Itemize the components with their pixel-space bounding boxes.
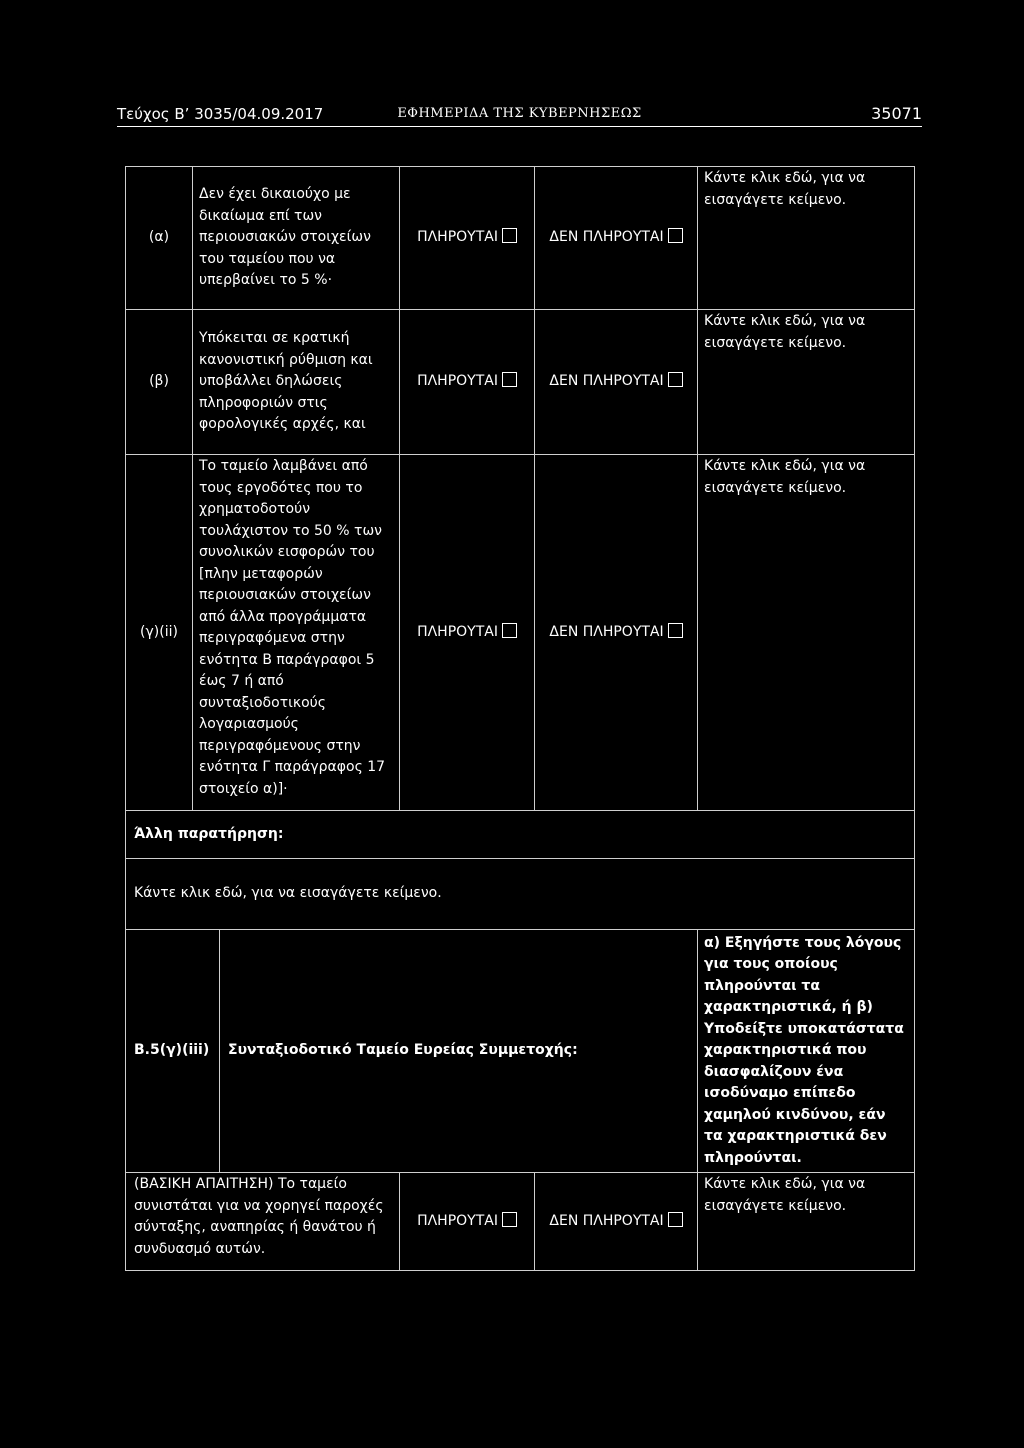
- pays-label: ΠΛΗΡΟΥΤΑΙ: [417, 373, 498, 390]
- not-pays-checkbox[interactable]: [535, 310, 698, 455]
- row-label: (α): [126, 167, 193, 310]
- pays-checkbox[interactable]: [400, 1173, 535, 1271]
- other-note-input-row: [126, 859, 915, 930]
- section-code: Β.5(γ)(iii): [126, 930, 220, 1173]
- checkbox-icon[interactable]: [668, 623, 683, 638]
- checkbox-icon[interactable]: [502, 228, 517, 243]
- pays-checkbox[interactable]: [400, 167, 535, 310]
- not-pays-label: ΔΕΝ ΠΛΗΡΟΥΤΑΙ: [549, 373, 664, 390]
- other-note-field[interactable]: Κάντε κλικ εδώ, για να εισαγάγετε κείμενο.: [126, 859, 915, 930]
- checkbox-icon[interactable]: [502, 623, 517, 638]
- note-field[interactable]: Κάντε κλικ εδώ, για να εισαγάγετε κείμενο.: [698, 1173, 915, 1271]
- page-number: 35071: [871, 104, 922, 123]
- checkbox-icon[interactable]: [668, 1212, 683, 1227]
- row-description: Υπόκειται σε κρατική κανονιστική ρύθμιση και υποβάλλει δηλώσεις πληροφοριών στις φορολογικές αρχές, και: [193, 310, 400, 455]
- row-description: Το ταμείο λαμβάνει από τους εργοδότες που το χρηματοδοτούν τουλάχιστον το 50 % των συνολικών εισφορών του [πλην μεταφορών περιουσιακών στοιχείων από άλλα προγράμματα περιγραφόμενα στην ενότητα Β παράγραφοι 5 έως 7 ή από συνταξιοδοτικούς λογαριασμούς περιγραφόμενους στην ενότητα Γ παράγραφος 17 στοιχείο α)]·: [193, 455, 400, 811]
- note-field[interactable]: Κάντε κλικ εδώ, για να εισαγάγετε κείμενο.: [698, 455, 915, 811]
- criteria-table: [125, 166, 915, 1271]
- page-header: [117, 104, 922, 127]
- row-label: (β): [126, 310, 193, 455]
- not-pays-checkbox[interactable]: [535, 455, 698, 811]
- other-note-row: [126, 811, 915, 859]
- checkbox-icon[interactable]: [502, 1212, 517, 1227]
- basic-requirement-row: [126, 1173, 915, 1271]
- not-pays-label: ΔΕΝ ΠΛΗΡΟΥΤΑΙ: [549, 1212, 664, 1229]
- not-pays-label: ΔΕΝ ΠΛΗΡΟΥΤΑΙ: [549, 623, 664, 640]
- pays-checkbox[interactable]: [400, 455, 535, 811]
- section-instruction: α) Εξηγήστε τους λόγους για τους οποίους πληρούνται τα χαρακτηριστικά, ή β) Υποδείξτε υποκατάστατα χαρακτηριστικά που διασφαλίζουν ένα ισοδύναμο επίπεδο χαμηλού κινδύνου, εάν τα χαρακτηριστικά δεν πληρούνται.: [698, 930, 915, 1173]
- note-field[interactable]: Κάντε κλικ εδώ, για να εισαγάγετε κείμενο.: [698, 167, 915, 310]
- not-pays-checkbox[interactable]: [535, 167, 698, 310]
- row-gamma-ii: [126, 455, 915, 811]
- pays-checkbox[interactable]: [400, 310, 535, 455]
- row-description: Δεν έχει δικαιούχο με δικαίωμα επί των περιουσιακών στοιχείων του ταμείου που να υπερβαίνει το 5 %·: [193, 167, 400, 310]
- pays-label: ΠΛΗΡΟΥΤΑΙ: [417, 229, 498, 246]
- section-title: Συνταξιοδοτικό Ταμείο Ευρείας Συμμετοχής:: [220, 930, 698, 1173]
- requirement-text: (ΒΑΣΙΚΗ ΑΠΑΙΤΗΣΗ) Το ταμείο συνιστάται για να χορηγεί παροχές σύνταξης, αναπηρίας ή θανάτου ή συνδυασμό αυτών.: [126, 1173, 400, 1271]
- other-note-label: Άλλη παρατήρηση:: [126, 811, 915, 859]
- not-pays-checkbox[interactable]: [535, 1173, 698, 1271]
- issue-number: Τεύχος Β’ 3035/04.09.2017: [117, 105, 324, 123]
- checkbox-icon[interactable]: [502, 372, 517, 387]
- row-beta: [126, 310, 915, 455]
- section-b5-row: [126, 930, 915, 1173]
- note-field[interactable]: Κάντε κλικ εδώ, για να εισαγάγετε κείμενο.: [698, 310, 915, 455]
- row-label: (γ)(ii): [126, 455, 193, 811]
- row-alpha: [126, 167, 915, 310]
- journal-title: ΕΦΗΜΕΡΙΔΑ ΤΗΣ ΚΥΒΕΡΝΗΣΕΩΣ: [397, 106, 642, 121]
- pays-label: ΠΛΗΡΟΥΤΑΙ: [417, 1212, 498, 1229]
- not-pays-label: ΔΕΝ ΠΛΗΡΟΥΤΑΙ: [549, 229, 664, 246]
- pays-label: ΠΛΗΡΟΥΤΑΙ: [417, 623, 498, 640]
- checkbox-icon[interactable]: [668, 228, 683, 243]
- checkbox-icon[interactable]: [668, 372, 683, 387]
